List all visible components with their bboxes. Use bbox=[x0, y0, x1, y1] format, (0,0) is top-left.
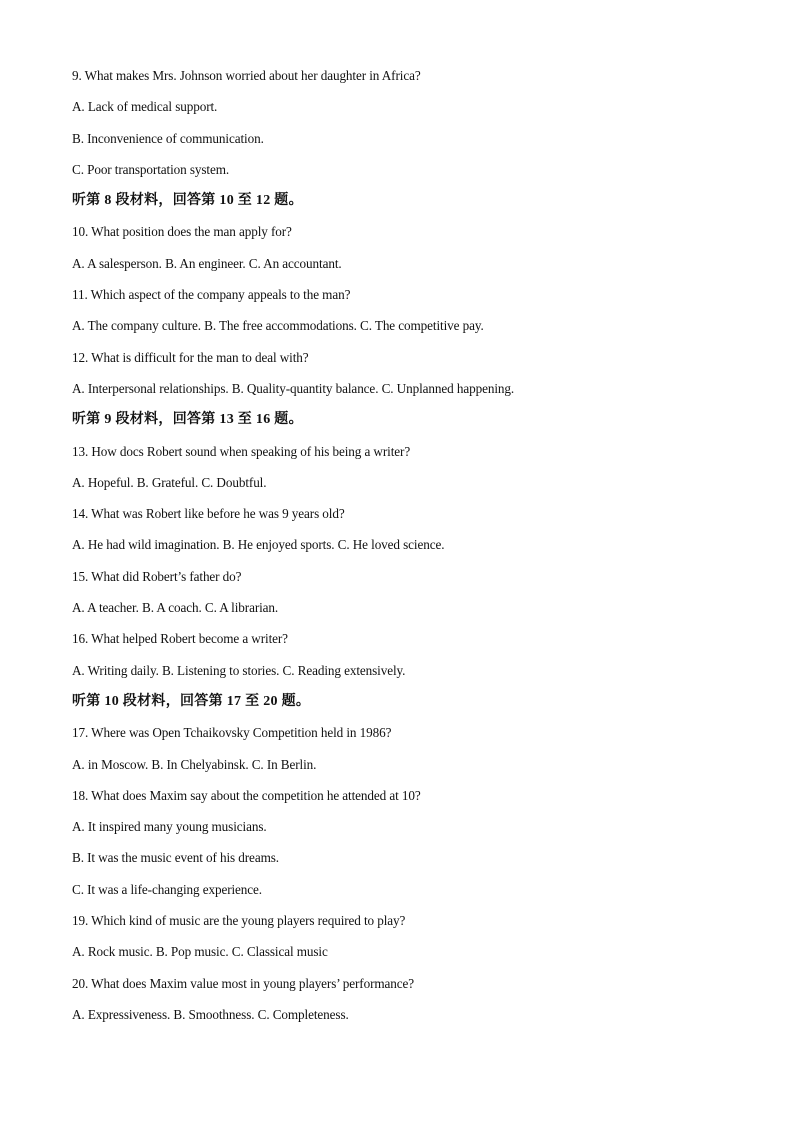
option-line: A. A teacher. B. A coach. C. A librarian. bbox=[72, 600, 279, 616]
option-line: A. It inspired many young musicians. bbox=[72, 819, 267, 835]
question-13: 13. How docs Robert sound when speaking of his being a writer? bbox=[72, 443, 411, 459]
question-17: 17. Where was Open Tchaikovsky Competition held in 1986? bbox=[72, 725, 392, 741]
document-page bbox=[72, 66, 732, 1036]
option-line: B. It was the music event of his dreams. bbox=[72, 850, 279, 866]
option-line: C. It was a life-changing experience. bbox=[72, 881, 262, 897]
option-line: A. Interpersonal relationships. B. Quality-quantity balance. C. Unplanned happening. bbox=[72, 380, 515, 396]
option-line: A. Hopeful. B. Grateful. C. Doubtful. bbox=[72, 474, 267, 490]
option-line: A. He had wild imagination. B. He enjoyed sports. C. He loved science. bbox=[72, 537, 445, 553]
option-line: A. Rock music. B. Pop music. C. Classical music bbox=[72, 944, 328, 960]
option-line: A. Writing daily. B. Listening to stories. C. Reading extensively. bbox=[72, 662, 406, 678]
option-line: A. The company culture. B. The free accommodations. C. The competitive pay. bbox=[72, 318, 484, 334]
option-line: A. A salesperson. B. An engineer. C. An accountant. bbox=[72, 255, 342, 271]
question-9: 9. What makes Mrs. Johnson worried about her daughter in Africa? bbox=[72, 68, 421, 83]
section-heading-9: 听第 9 段材料，回答第 13 至 16 题。 bbox=[72, 412, 303, 428]
question-12: 12. What is difficult for the man to deal with? bbox=[72, 349, 309, 365]
question-14: 14. What was Robert like before he was 9 years old? bbox=[72, 506, 345, 522]
option-line: A. Expressiveness. B. Smoothness. C. Completeness. bbox=[72, 1006, 349, 1022]
option-line: A. Lack of medical support. bbox=[72, 99, 218, 115]
option-line: B. Inconvenience of communication. bbox=[72, 130, 264, 146]
question-16: 16. What helped Robert become a writer? bbox=[72, 631, 288, 647]
section-heading-8: 听第 8 段材料，回答第 10 至 12 题。 bbox=[72, 193, 303, 209]
section-heading-10: 听第 10 段材料，回答第 17 至 20 题。 bbox=[72, 693, 311, 709]
question-19: 19. Which kind of music are the young players required to play? bbox=[72, 913, 406, 929]
question-20: 20. What does Maxim value most in young players’ performance? bbox=[72, 975, 415, 991]
option-line: A. in Moscow. B. In Chelyabinsk. C. In Berlin. bbox=[72, 756, 317, 772]
option-line: C. Poor transportation system. bbox=[72, 161, 230, 177]
question-18: 18. What does Maxim say about the competition he attended at 10? bbox=[72, 787, 421, 803]
question-10: 10. What position does the man apply for? bbox=[72, 224, 292, 240]
question-11: 11. Which aspect of the company appeals to the man? bbox=[72, 287, 351, 303]
question-15: 15. What did Robert’s father do? bbox=[72, 568, 242, 584]
